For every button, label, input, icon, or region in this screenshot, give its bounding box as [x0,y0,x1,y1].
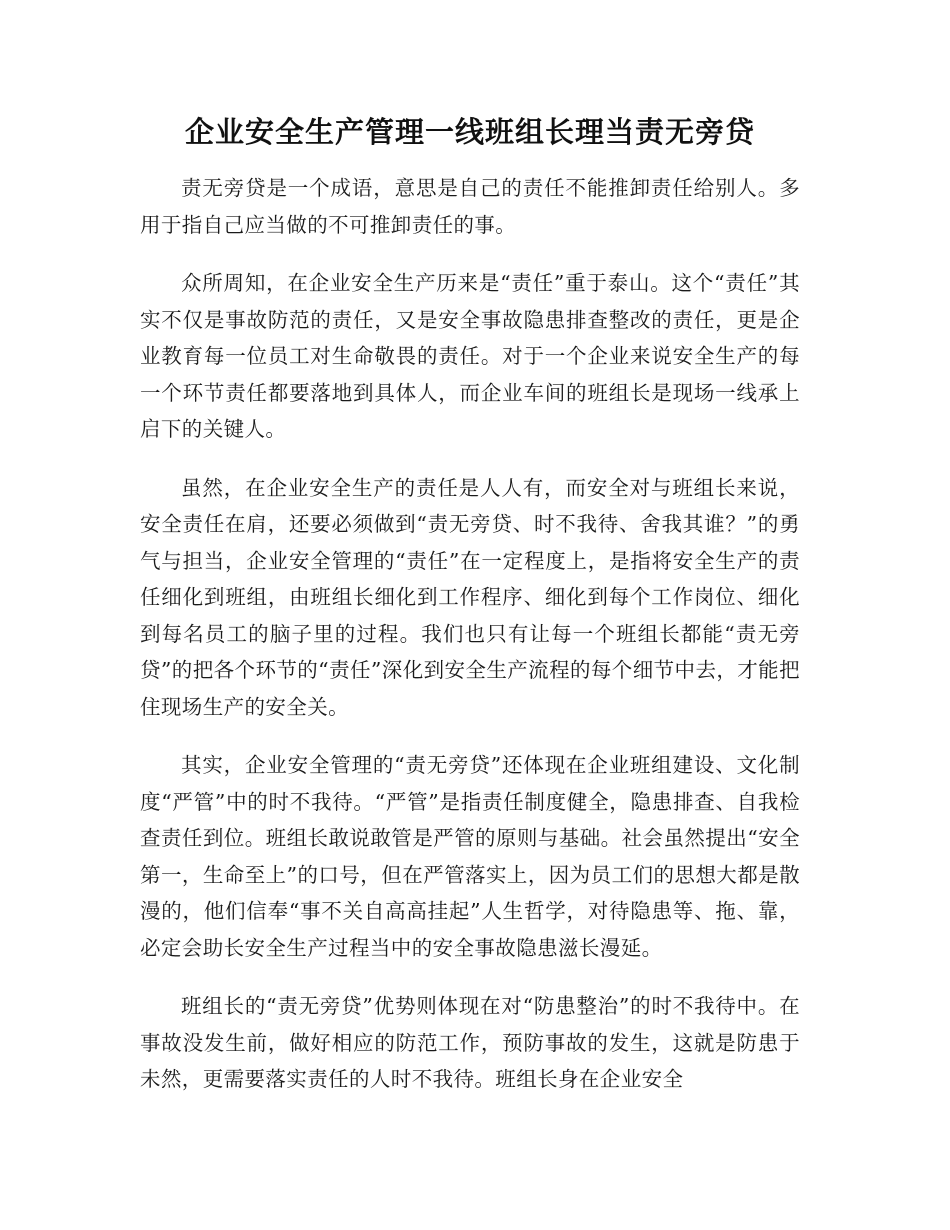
paragraph-2: 众所周知，在企业安全生产历来是“责任”重于泰山。这个“责任”其实不仅是事故防范的责任，又是安全事故隐患排查整改的责任，更是企业教育每一位员工对生命敬畏的责任。对于一个企业来说安全生产的每一个环节责任都要落地到具体人，而企业车间的班组长是现场一线承上启下的关键人。 [140,271,800,441]
paragraph-3: 虽然，在企业安全生产的责任是人人有，而安全对与班组长来说，安全责任在肩，还要必须做到“责无旁贷、时不我待、舍我其谁？”的勇气与担当，企业安全管理的“责任”在一定程度上，是指将安全生产的责任细化到班组，由班组长细化到工作程序、细化到每个工作岗位、细化到每名员工的脑子里的过程。我们也只有让每一个班组长都能“责无旁贷”的把各个环节的“责任”深化到安全生产流程的每个细节中去，才能把住现场生产的安全关。 [140,475,800,719]
paragraph-5: 班组长的“责无旁贷”优势则体现在对“防患整治”的时不我待中。在事故没发生前，做好相应的防范工作，预防事故的发生，这就是防患于未然，更需要落实责任的人时不我待。班组长身在企业安全 [140,994,800,1091]
paragraph-4: 其实，企业安全管理的“责无旁贷”还体现在企业班组建设、文化制度“严管”中的时不我待。“严管”是指责任制度健全，隐患排查、自我检查责任到位。班组长敢说敢管是严管的原则与基础。社会虽然提出“安全第一，生命至上”的口号，但在严管落实上，因为员工们的思想大都是散漫的，他们信奉“事不关自高高挂起”人生哲学，对待隐患等、拖、靠，必定会助长安全生产过程当中的安全事故隐患滋长漫延。 [140,753,800,960]
document-title: 企业安全生产管理一线班组长理当责无旁贷 [184,115,755,149]
paragraph-1: 责无旁贷是一个成语，意思是自己的责任不能推卸责任给别人。多用于指自己应当做的不可推卸责任的事。 [140,176,800,237]
document-page [140,108,800,1120]
